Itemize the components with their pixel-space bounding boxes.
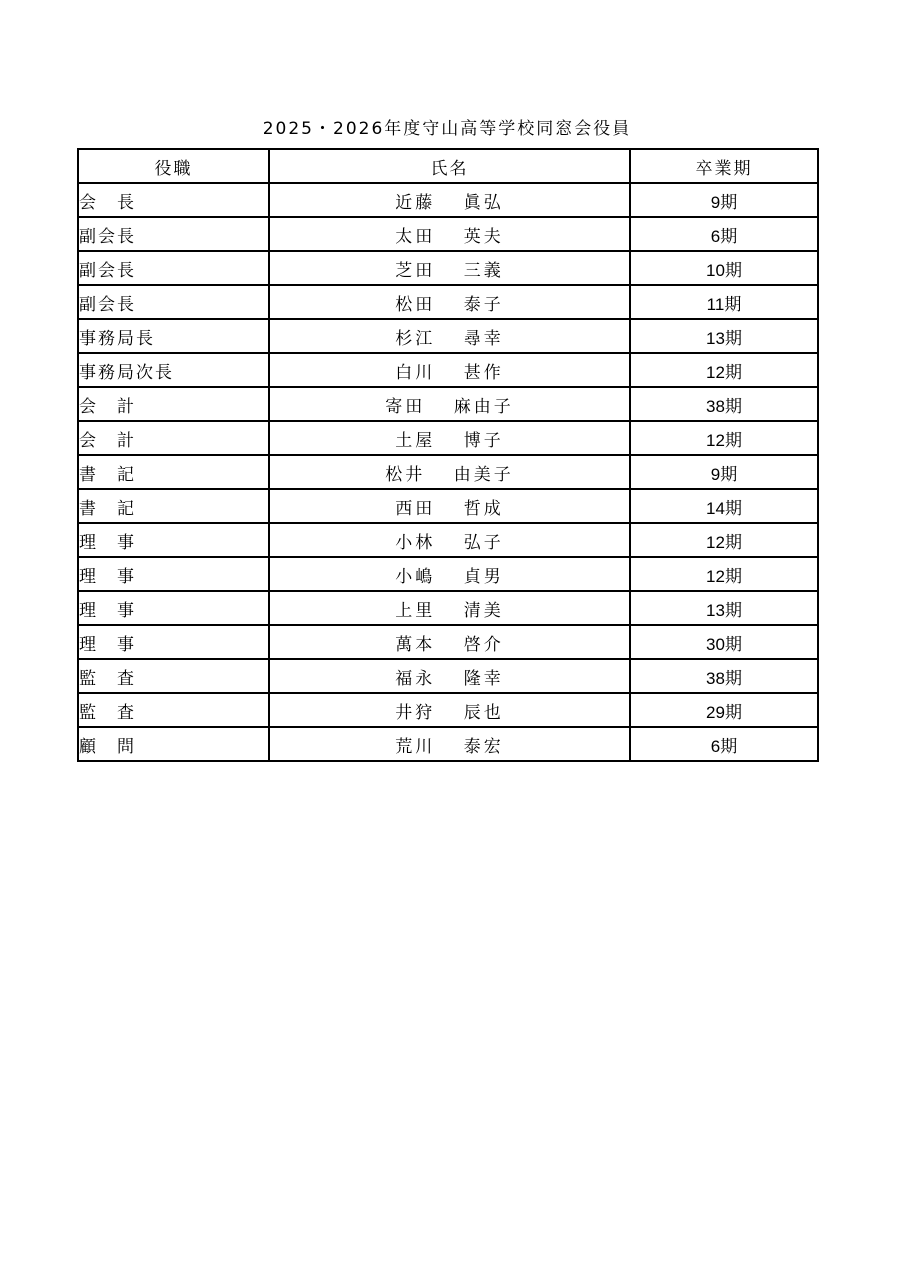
role-cell: 会 計: [78, 387, 269, 421]
term-cell: 38期: [630, 387, 818, 421]
name-cell: 井狩 辰也: [269, 693, 630, 727]
table-row: [78, 489, 818, 523]
table-header-row: [78, 149, 818, 183]
header-name: 氏名: [269, 149, 630, 183]
table-row: [78, 591, 818, 625]
role-cell: 監 査: [78, 693, 269, 727]
term-cell: 9期: [630, 455, 818, 489]
term-cell: 30期: [630, 625, 818, 659]
table-row: [78, 625, 818, 659]
table-row: [78, 659, 818, 693]
table-row: [78, 727, 818, 761]
name-cell: 寄田 麻由子: [269, 387, 630, 421]
role-cell: 顧 問: [78, 727, 269, 761]
header-role: 役職: [78, 149, 269, 183]
term-cell: 11期: [630, 285, 818, 319]
table-row: [78, 421, 818, 455]
name-cell: 荒川 泰宏: [269, 727, 630, 761]
role-cell: 書 記: [78, 489, 269, 523]
table-row: [78, 387, 818, 421]
term-cell: 12期: [630, 523, 818, 557]
term-cell: 29期: [630, 693, 818, 727]
term-cell: 12期: [630, 421, 818, 455]
name-cell: 福永 隆幸: [269, 659, 630, 693]
name-cell: 太田 英夫: [269, 217, 630, 251]
name-cell: 上里 清美: [269, 591, 630, 625]
table-row: [78, 217, 818, 251]
term-cell: 12期: [630, 353, 818, 387]
officers-table: [77, 148, 819, 762]
name-cell: 松井 由美子: [269, 455, 630, 489]
name-cell: 近藤 眞弘: [269, 183, 630, 217]
role-cell: 会 計: [78, 421, 269, 455]
table-row: [78, 455, 818, 489]
table-row: [78, 251, 818, 285]
name-cell: 小嶋 貞男: [269, 557, 630, 591]
role-cell: 理 事: [78, 557, 269, 591]
term-cell: 13期: [630, 591, 818, 625]
term-cell: 10期: [630, 251, 818, 285]
name-cell: 萬本 啓介: [269, 625, 630, 659]
name-cell: 土屋 博子: [269, 421, 630, 455]
term-cell: 6期: [630, 727, 818, 761]
table-row: [78, 183, 818, 217]
table-row: [78, 693, 818, 727]
name-cell: 白川 甚作: [269, 353, 630, 387]
table-row: [78, 523, 818, 557]
role-cell: 書 記: [78, 455, 269, 489]
role-cell: 理 事: [78, 591, 269, 625]
name-cell: 小林 弘子: [269, 523, 630, 557]
name-cell: 西田 哲成: [269, 489, 630, 523]
term-cell: 38期: [630, 659, 818, 693]
header-term: 卒業期: [630, 149, 818, 183]
name-cell: 松田 泰子: [269, 285, 630, 319]
document-title: 2025・2026年度守山高等学校同窓会役員: [262, 119, 632, 139]
role-cell: 会 長: [78, 183, 269, 217]
role-cell: 理 事: [78, 625, 269, 659]
name-cell: 芝田 三義: [269, 251, 630, 285]
term-cell: 9期: [630, 183, 818, 217]
table-row: [78, 319, 818, 353]
table-row: [78, 285, 818, 319]
term-cell: 13期: [630, 319, 818, 353]
role-cell: 事務局次長: [78, 353, 269, 387]
table-row: [78, 353, 818, 387]
name-cell: 杉江 尋幸: [269, 319, 630, 353]
role-cell: 副会長: [78, 285, 269, 319]
role-cell: 理 事: [78, 523, 269, 557]
role-cell: 副会長: [78, 217, 269, 251]
role-cell: 事務局長: [78, 319, 269, 353]
term-cell: 12期: [630, 557, 818, 591]
role-cell: 監 査: [78, 659, 269, 693]
role-cell: 副会長: [78, 251, 269, 285]
table-row: [78, 557, 818, 591]
term-cell: 14期: [630, 489, 818, 523]
term-cell: 6期: [630, 217, 818, 251]
